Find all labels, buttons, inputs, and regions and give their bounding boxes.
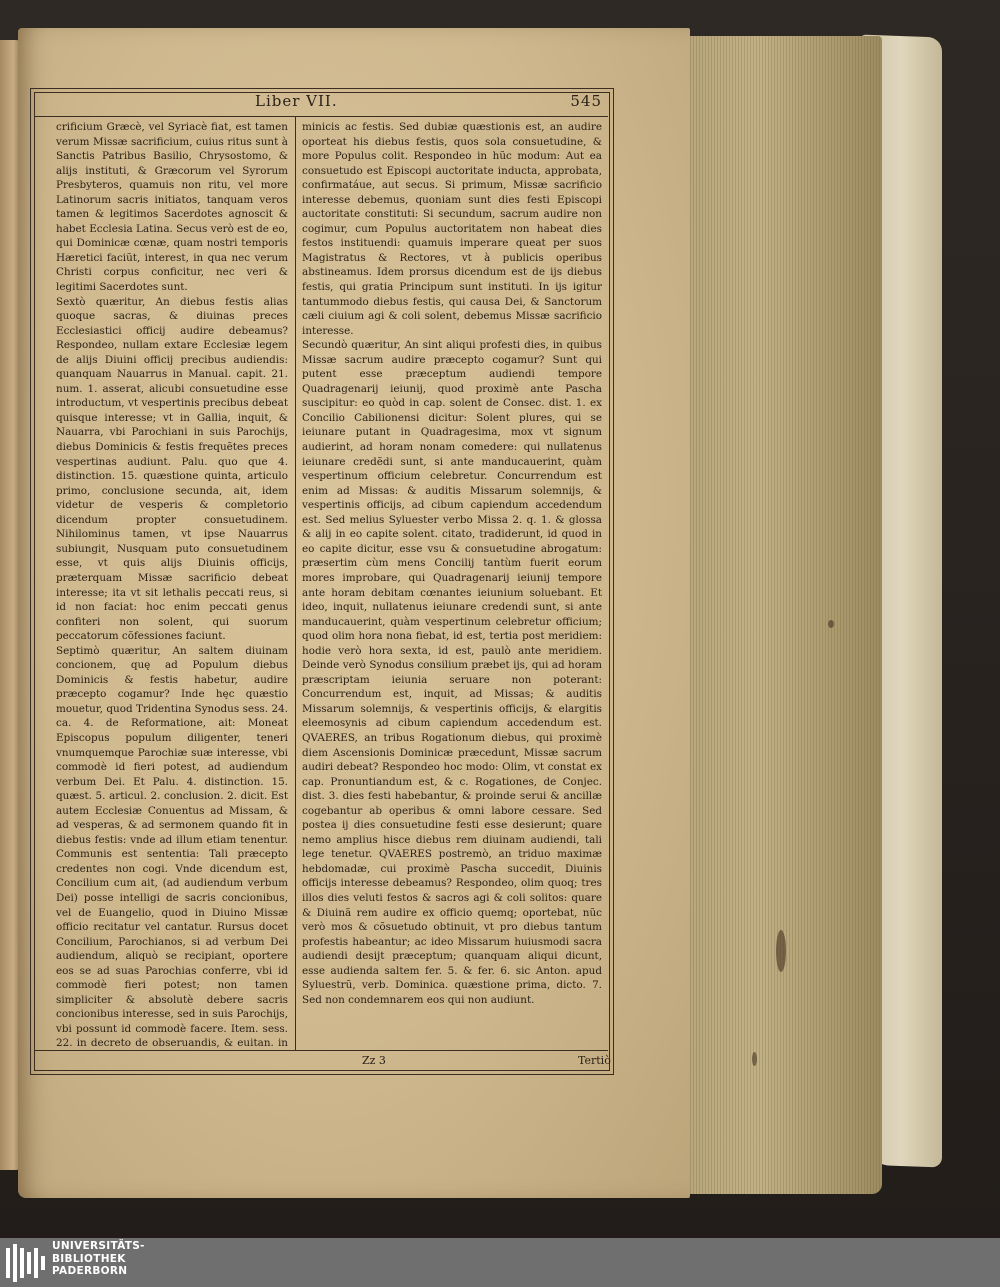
folio-number: 545 (570, 92, 602, 110)
right-column (302, 120, 602, 1048)
left-column (56, 120, 288, 1048)
right-paragraph-1: minicis ac festis. Sed dubiæ quæstionis est, an audire oporteat his diebus festis, quos sola consuetudine, & more Populus colit. Respondeo in hũc modum: Aut ea consuetudo est Episcopi auctoritate inducta, approbata, confirmatáue, aut secus. Si primum, Missæ sacrificio interesse debemus, quoniam sunt dies festi Episcopi auctoritate constituti: Si secundum, sacrum audire non cogimur, cum Populus auctoritatem non habeat dies festos instituendi: quamuis imperare queat per suos Magistratus & Rectores, vt à publicis operibus abstineamus. Idem prorsus dicendum est de ijs diebus festis, qui gratia Principum sunt instituti. In ijs igitur tantummodo diebus festis, qui causa Dei, & Sanctorum cæli ciuium agi & coli solent, debemus Missæ sacrificio interesse. (302, 121, 602, 337)
left-paragraph-1: crificium Græcè, vel Syriacè fiat, est tamen verum Missæ sacrificium, cuius ritus sunt à Sanctis Patribus Basilio, Chrysostomo, & alijs instituti, & Græcorum vel Syrorum Presbyteros, quamuis non ritu, vel more Latinorum sacris initiatos, tanquam veros tamen & legitimos Sacerdotes agnoscit & habet Ecclesia Latina. Secus verò est de eo, qui Dominicæ cœnæ, quam nostri temporis Hæretici faciũt, interest, in qua nec verum Christi corpus conficitur, nec veri & legitimi Sacerdotes sunt. (56, 121, 288, 294)
left-paragraph-3: Septimò quæritur, An saltem diuinam concionem, quę ad Populum diebus Dominicis & festis habetur, audire præcepto cogamur? Inde hęc quæstio mouetur, quod Tridentina Synodus sess. 24. ca. 4. de Reformatione, ait: Moneat Episcopus populum diligenter, teneri vnumquemque Parochiæ suæ interesse, vbi commodè id fieri potest, ad audiendum verbum Dei. Et Palu. 4. distinction. 15. quæst. 5. articul. 2. conclusion. 2. dicit. Est autem Ecclesiæ Conuentus ad Missam, & ad vesperas, & ad sermonem quando fit in diebus festis: vnde ad illum etiam tenentur. Communis est sententia: Tali præcepto credentes non cogi. Vnde dicendum est, Concilium cum ait, (ad audiendum verbum Dei) posse intelligi de sacris concionibus, vel de Euangelio, quod in Diuino Missæ officio recitatur vel cantatur. Rursus docet Concilium, Parochianos, si ad verbum Dei audiendum, aliquò se recipiant, oportere eos se ad suas Parochias conferre, vbi id commodè fieri potest; non tamen simpliciter & absolutè debere sacris concionibus interesse, sed in suis Parochijs, vbi possunt id commodè facere. Item. sess. 22. in decreto de obseruandis, & euitan. in (56, 644, 288, 1048)
foxing-stain (828, 620, 834, 628)
foot-rule (34, 1050, 608, 1051)
signature-mark: Zz 3 (362, 1054, 386, 1067)
right-paragraph-2: Secundò quæritur, An sint aliqui profesti dies, in quibus Missæ sacrum audire præcepto cogamur? Sunt qui putent esse præceptum audiendi tempore Quadragenarij ieiunij, quod proximè ante Pascha suscipitur: eo quòd in cap. solent de Consec. dist. 1. ex Concilio Cabilionensi dicitur: Solent plures, qui se ieiunare putant in Quadragesima, mox vt signum audierint, ad horam nonam comedere: qui nullatenus ieiunare credẽdi sunt, si ante manducauerint, quàm vespertinum officium celebretur. Concurrendum est enim ad Missas: & auditis Missarum solemnijs, & vespertinis officijs, ad cibum capiendum accedendum est. Sed melius Syluester verbo Missa 2. q. 1. & glossa & alij in eo capite solent. citato, tradiderunt, id quod in eo capite dicitur, esse vsu & consuetudine abrogatum: præsertim cùm mens Concilij tantùm fuerit eorum mores improbare, qui Quadragenarij ieiunij tempore ante horam debitam cœnantes ieiunium soluebant. Et ideo, inquit, nullatenus ieiunare credendi sunt, si ante manducauerint, quàm vespertinum celebretur officium; quod olim hora nona fiebat, id est, tertia post meridiem: hodie verò hora sexta, id est, paulò ante meridiem. Deinde verò Synodus consilium præbet ijs, qui ad horam præscriptam ieiunia seruare non poterant: Concurrendum est, inquit, ad Missas; & auditis Missarum solemnijs, & vespertinis officijs, & elargitis eleemosynis ad cibum capiendum accedendum est. QVAERES, an tribus Rogationum diebus, qui proximè diem Ascensionis Dominicæ præcedunt, Missæ sacrum audiri debeat? Respondeo hoc modo: Olim, vt constat ex cap. Pronuntiandum est, & c. Rogationes, de Conjec. dist. 3. dies festi habebantur, & proinde serui & ancillæ cogebantur ab operibus & omni labore cessare. Sed postea ij dies consuetudine festi esse desierunt; quare nemo amplius hisce diebus rem diuinam audiendi, tali lege tenetur. QVAERES postremò, an triduo maximæ hebdomadæ, cui proximè Pascha succedit, Diuinis officijs interesse debeamus? Respondeo, olim quoq; tres illos dies veluti festos & sacros agi & coli solitos: quare & Diuinã rem audire ex officio quemq; oportebat, nũc verò mos & cõsuetudo obtinuit, vt pro diebus tantum profestis habeantur; ac ideo Missarum huiusmodi sacra audiendi desijt præceptum; quanquam aliqui dicunt, esse audienda saltem fer. 5. & fer. 6. sic Anton. apud Syluestrũ, verb. Dominica. quæstione prima, dicto. 7. Sed non condemnarem eos qui non audiunt. (302, 339, 602, 1006)
running-head (230, 92, 610, 116)
logo-line-1: UNIVERSITÄTS- (52, 1240, 145, 1252)
catchword: Tertiò (578, 1054, 611, 1067)
column-rule (295, 116, 296, 1050)
left-paragraph-2: Sextò quæritur, An diebus festis alias quoque sacras, & diuinas preces Ecclesiastici officij audire debeamus? Respondeo, nullam extare Ecclesiæ legem de alijs Diuini officij precibus audiendis: quanquam Nauarrus in Manual. capit. 21. num. 1. asserat, alicubi consuetudine esse introductum, vt vespertinis precibus debeat quisque interesse; vt in Gallia, inquit, & Nauarra, vbi Parochiani in suis Parochijs, diebus Dominicis & festis frequẽtes preces vespertinas audiunt. Palu. quo que 4. distinction. 15. quæstione quinta, articulo primo, conclusione secunda, ait, idem videtur de vesperis & completorio dicendum propter consuetudinem. Nihilominus tamen, vt ipse Nauarrus subiungit, Nusquam puto consuetudinem esse, vt quis alijs Diuinis officijs, præterquam Missæ sacrificio debeat interesse; ita vt sit lethalis peccati reus, si id non faciat: hoc enim peccati genus confiteri non solent, qui suorum peccatorum cõfessiones faciunt. (56, 295, 288, 643)
foxing-stain (776, 930, 786, 972)
library-logo-text (52, 1240, 172, 1278)
head-rule (34, 116, 608, 117)
logo-line-2: BIBLIOTHEK (52, 1252, 126, 1265)
book-fore-edge (672, 36, 882, 1194)
running-title: Liber VII. (255, 92, 338, 110)
logo-line-3: PADERBORN (52, 1265, 128, 1277)
library-logo-icon (4, 1242, 48, 1284)
foxing-stain (752, 1052, 757, 1066)
